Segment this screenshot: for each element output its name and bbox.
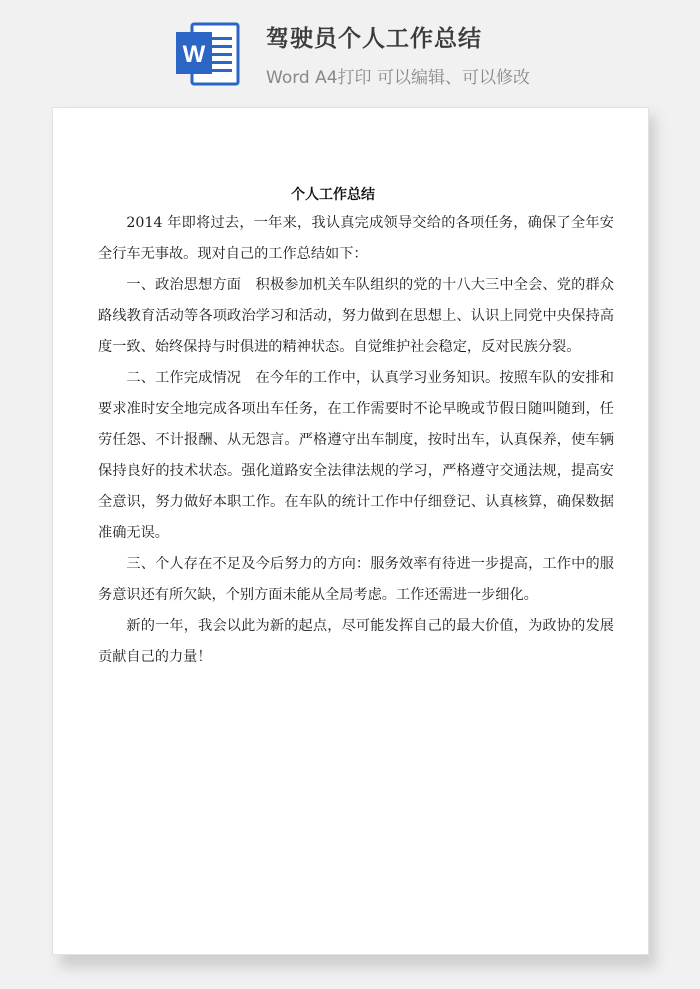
- page-title: 驾驶员个人工作总结: [266, 26, 482, 52]
- paragraph-work: 二、工作完成情况 在今年的工作中，认真学习业务知识。按照车队的安排和要求准时安全地完成各项出车任务，在工作需要时不论早晚或节假日随叫随到，任劳任怨、不计报酬、从无怨言。严格遵守出车制度，按时出车，认真保养，使车辆保持良好的技术状态。强化道路安全法律法规的学习，严格遵守交通法规，提高安全意识，努力做好本职工作。在车队的统计工作中仔细登记、认真核算，确保数据准确无误。: [98, 370, 614, 541]
- document-title: 个人工作总结: [291, 187, 375, 203]
- page-subtitle: Word A4打印 可以编辑、可以修改: [266, 68, 530, 88]
- document-body: [98, 208, 614, 673]
- word-document-icon: [174, 20, 240, 88]
- header: [0, 0, 700, 100]
- paragraph-political: 一、政治思想方面 积极参加机关车队组织的党的十八大三中全会、党的群众路线教育活动等各项政治学习和活动，努力做到在思想上、认识上同党中央保持高度一致、始终保持与时俱进的精神状态。自觉维护社会稳定，反对民族分裂。: [98, 277, 614, 355]
- word-icon-letter: W: [182, 41, 206, 68]
- paragraph-closing: 新的一年，我会以此为新的起点，尽可能发挥自己的最大价值，为政协的发展贡献自己的力量！: [98, 618, 614, 665]
- paragraph-shortcomings: 三、个人存在不足及今后努力的方向：服务效率有待进一步提高，工作中的服务意识还有所欠缺，个别方面未能从全局考虑。工作还需进一步细化。: [98, 556, 614, 603]
- paragraph-intro: 2014 年即将过去，一年来，我认真完成领导交给的各项任务，确保了全年安全行车无事故。现对自己的工作总结如下：: [98, 215, 614, 262]
- document-page: [52, 107, 649, 955]
